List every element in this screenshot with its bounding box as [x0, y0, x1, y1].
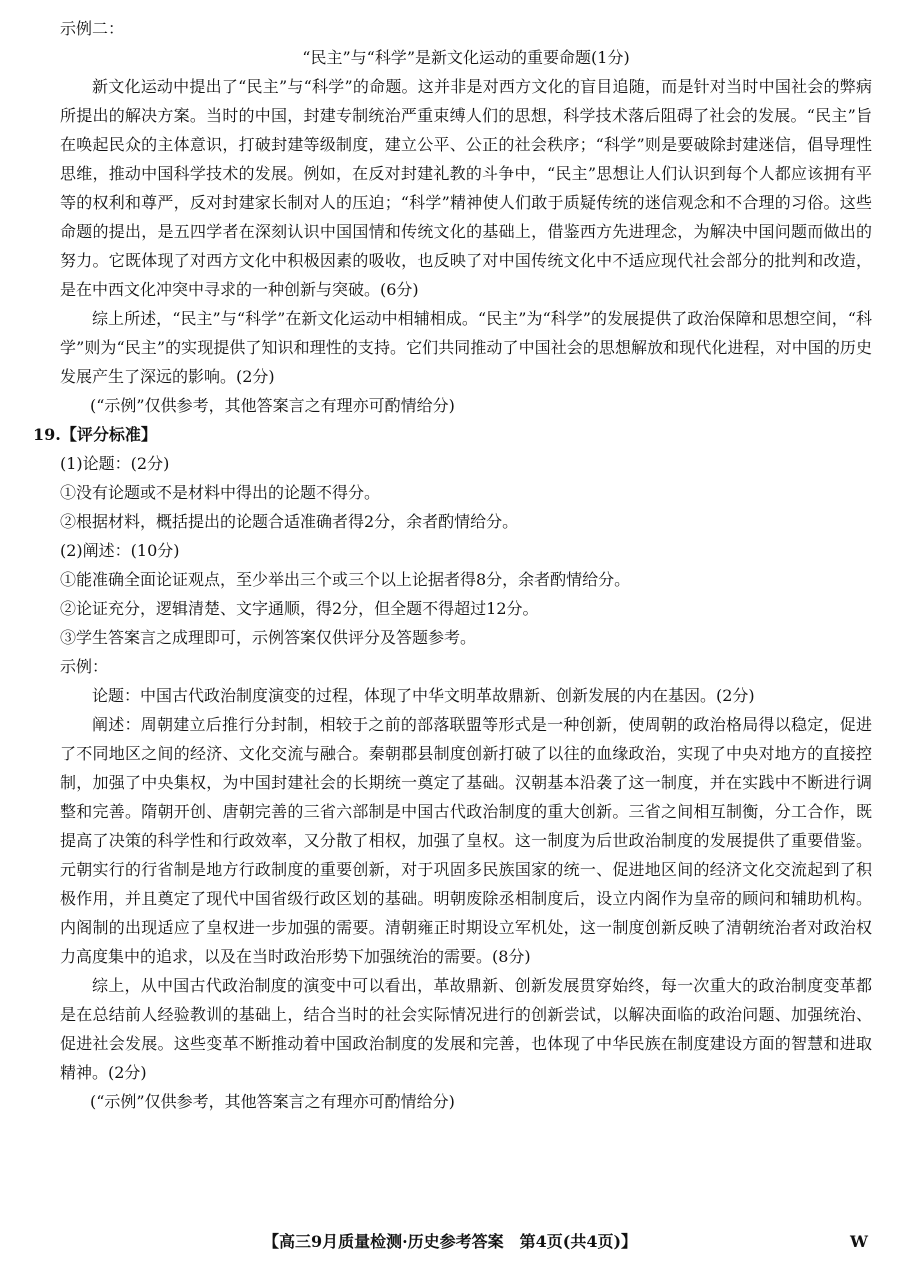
criterion-item: ③学生答案言之成理即可，示例答案仅供评分及答题参考。	[60, 628, 477, 647]
question-19-heading: 19.【评分标准】	[33, 425, 157, 444]
criterion-item: (1)论题：(2分)	[60, 454, 170, 473]
example2-paragraph-2: 综上所述，“民主”与“科学”在新文化运动中相辅相成。“民主”为“科学”的发展提供了政治保障和思想空间，“科学”则为“民主”的实现提供了知识和理性的支持。它们共同推动了中国社会的思想解放和现代化进程，对中国的历史发展产生了深远的影响。(2分)	[60, 309, 872, 386]
q19-thesis: 论题：中国古代政治制度演变的过程，体现了中华文明革故鼎新、创新发展的内在基因。(2分)	[92, 686, 755, 705]
q19-example-label: 示例：	[60, 657, 109, 676]
criterion-item: (2)阐述：(10分)	[60, 541, 180, 560]
criterion-item: ①没有论题或不是材料中得出的论题不得分。	[60, 483, 381, 502]
answer-content	[33, 14, 872, 1116]
criterion-item: ①能准确全面论证观点，至少举出三个或三个以上论据者得8分，余者酌情给分。	[60, 570, 631, 589]
example2-label: 示例二：	[60, 19, 125, 38]
footer-code: W	[850, 1232, 868, 1251]
criterion-item: ②论证充分，逻辑清楚、文字通顺，得2分，但全题不得超过12分。	[60, 599, 539, 618]
q19-paragraph-1: 阐述：周朝建立后推行分封制，相较于之前的部落联盟等形式是一种创新，使周朝的政治格局得以稳定，促进了不同地区之间的经济、文化交流与融合。秦朝郡县制度创新打破了以往的血缘政治，实现了中央对地方的直接控制，加强了中央集权，为中国封建社会的长期统一奠定了基础。汉朝基本沿袭了这一制度，并在实践中不断进行调整和完善。隋朝开创、唐朝完善的三省六部制是中国古代政治制度的重大创新。三省之间相互制衡，分工合作，既提高了决策的科学性和行政效率，又分散了相权，加强了皇权。这一制度为后世政治制度的发展提供了重要借鉴。元朝实行的行省制是地方行政制度的重要创新，对于巩固多民族国家的统一、促进地区间的经济文化交流起到了积极作用，并且奠定了现代中国省级行政区划的基础。明朝废除丞相制度后，设立内阁作为皇帝的顾问和辅助机构。内阁制的出现适应了皇权进一步加强的需要。清朝雍正时期设立军机处，这一制度创新反映了清朝统治者对政治权力高度集中的追求，以及在当时政治形势下加强统治的需要。(8分)	[60, 715, 872, 966]
page-footer: 【高三9月质量检测·历史参考答案 第4页(共4页)】	[262, 1232, 638, 1251]
q19-paragraph-2: 综上，从中国古代政治制度的演变中可以看出，革故鼎新、创新发展贯穿始终，每一次重大的政治制度变革都是在总结前人经验教训的基础上，结合当时的社会实际情况进行的创新尝试，以解决面临的政治问题、加强统治、促进社会发展。这些变革不断推动着中国政治制度的发展和完善，也体现了中华民族在制度建设方面的智慧和进取精神。(2分)	[60, 976, 872, 1082]
example2-note: (“示例”仅供参考，其他答案言之有理亦可酌情给分)	[90, 396, 455, 415]
q19-note: (“示例”仅供参考，其他答案言之有理亦可酌情给分)	[90, 1092, 455, 1111]
example2-paragraph-1: 新文化运动中提出了“民主”与“科学”的命题。这并非是对西方文化的盲目追随，而是针对当时中国社会的弊病所提出的解决方案。当时的中国，封建专制统治严重束缚人们的思想，科学技术落后阻碍了社会的发展。“民主”旨在唤起民众的主体意识，打破封建等级制度，建立公平、公正的社会秩序；“科学”则是要破除封建迷信，倡导理性思维，推动中国科学技术的发展。例如，在反对封建礼教的斗争中，“民主”思想让人们认识到每个人都应该拥有平等的权利和尊严，反对封建家长制对人的压迫；“科学”精神使人们敢于质疑传统的迷信观念和不合理的习俗。这些命题的提出，是五四学者在深刻认识中国国情和传统文化的基础上，借鉴西方先进理念，为解决中国问题而做出的努力。它既体现了对西方文化中积极因素的吸收，也反映了对中国传统文化中不适应现代社会部分的批判和改造，是在中西文化冲突中寻求的一种创新与突破。(6分)	[60, 77, 872, 299]
example2-title: “民主”与“科学”是新文化运动的重要命题(1分)	[302, 48, 630, 67]
criterion-item: ②根据材料，概括提出的论题合适准确者得2分，余者酌情给分。	[60, 512, 519, 531]
